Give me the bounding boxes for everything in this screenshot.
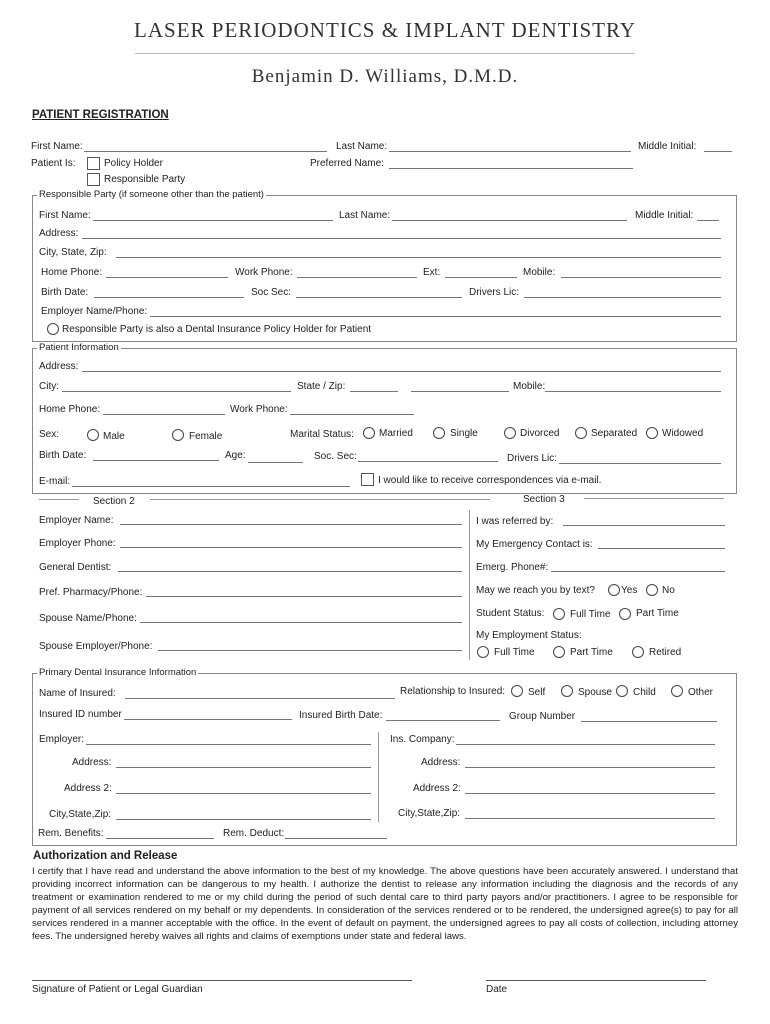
ins-address-right-label: Address: [421,757,461,768]
employer-name-label: Employer Name: [39,515,114,526]
ins-address2-left-field[interactable] [116,793,371,794]
rem-deduct-label: Rem. Deduct: [223,828,285,839]
pi-age-label: Age: [225,450,246,461]
employer-phone-field[interactable] [120,547,462,548]
name-insured-field[interactable] [125,698,395,699]
marital-divorced-label: Divorced [520,428,560,439]
rp-soc-sec-label: Soc Sec: [251,287,292,298]
name-insured-label: Name of Insured: [39,688,116,699]
marital-separated-label: Separated [591,428,638,439]
rp-first-name-label: First Name: [39,210,91,221]
spouse-label: Spouse Name/Phone: [39,613,137,624]
ins-address-left-label: Address: [72,757,112,768]
pi-work-phone-field[interactable] [290,414,414,415]
marital-divorced-radio[interactable] [504,427,516,439]
marital-married-label: Married [379,428,413,439]
text-yes-radio[interactable] [608,584,620,596]
pi-soc-sec-field[interactable] [358,461,498,462]
employment-retired-radio[interactable] [632,646,644,658]
middle-initial-field[interactable] [704,151,732,152]
emerg-phone-label: Emerg. Phone#: [476,562,549,573]
rp-employer-field[interactable] [150,316,721,317]
date-label: Date [486,984,508,995]
middle-initial-label: Middle Initial: [638,141,697,152]
responsible-party-checkbox[interactable] [87,173,100,186]
rp-ext-field[interactable] [445,277,517,278]
pi-mobile-field[interactable] [545,391,721,392]
text-no-radio[interactable] [646,584,658,596]
rp-last-name-label: Last Name: [339,210,391,221]
last-name-label: Last Name: [336,141,388,152]
pi-home-phone-label: Home Phone: [39,404,101,415]
pi-email-label: E-mail: [39,476,71,487]
employment-part-time-radio[interactable] [553,646,565,658]
form-title: PATIENT REGISTRATION [32,109,169,121]
rp-first-name-field[interactable] [93,220,333,221]
date-line[interactable] [486,980,706,981]
authorization-heading: Authorization and Release [33,850,178,862]
pi-mobile-label: Mobile: [513,381,546,392]
responsible-party-label: Responsible Party [104,174,186,185]
doctor-name: Benjamin D. Williams, D.M.D. [251,66,519,87]
section-divider [469,510,470,660]
spouse-employer-label: Spouse Employer/Phone: [39,641,153,652]
ins-address2-left-label: Address 2: [64,783,112,794]
text-question-label: May we reach you by text? [476,585,595,596]
insured-birth-date-label: Insured Birth Date: [299,710,383,721]
ins-address-left-field[interactable] [116,767,371,768]
relationship-child-radio[interactable] [616,685,628,697]
patient-information-legend: Patient Information [39,342,119,353]
rp-also-holder-radio[interactable] [47,323,59,335]
patient-is-label: Patient Is: [31,158,76,169]
rp-also-holder-label: Responsible Party is also a Dental Insurance Policy Holder for Patient [62,324,372,335]
pi-address-field[interactable] [82,371,721,372]
pi-work-phone-label: Work Phone: [230,404,288,415]
insured-id-label: Insured ID number [39,709,122,720]
employer-name-field[interactable] [120,524,462,525]
last-name-field[interactable] [389,151,631,152]
group-number-label: Group Number [509,711,576,722]
marital-single-label: Single [450,428,478,439]
relationship-self-radio[interactable] [511,685,523,697]
section2-rule-right [150,499,490,500]
student-full-time-label: Full Time [570,609,611,620]
first-name-label: First Name: [31,141,83,152]
rp-address-field[interactable] [82,238,721,239]
ins-address-right-field[interactable] [465,767,715,768]
pi-soc-sec-label: Soc. Sec: [314,451,357,462]
policy-holder-checkbox[interactable] [87,157,100,170]
ins-company-label: Ins. Company: [390,734,455,745]
relationship-other-label: Other [688,687,714,698]
student-part-time-label: Part Time [636,608,679,619]
pi-age-field[interactable] [248,462,303,463]
rp-employer-label: Employer Name/Phone: [41,306,148,317]
sex-female-radio[interactable] [172,429,184,441]
spouse-field[interactable] [140,622,462,623]
pi-drivers-lic-field[interactable] [559,463,721,464]
emergency-contact-label: My Emergency Contact is: [476,539,593,550]
relationship-other-radio[interactable] [671,685,683,697]
section3-title: Section 3 [523,494,565,505]
pi-city-field[interactable] [62,391,291,392]
email-opt-in-label: I would like to receive correspondences via e-mail. [378,475,602,486]
section2-rule-left [39,499,79,500]
pi-city-label: City: [39,381,59,392]
rp-middle-initial-field[interactable] [697,220,719,221]
ins-address2-right-field[interactable] [465,793,715,794]
rp-birth-date-label: Birth Date: [41,287,89,298]
preferred-name-field[interactable] [389,168,633,169]
text-no-label: No [662,585,675,596]
rp-birth-date-field[interactable] [94,297,244,298]
marital-married-radio[interactable] [363,427,375,439]
employment-status-label: My Employment Status: [476,630,582,641]
rp-drivers-lic-field[interactable] [524,297,721,298]
relationship-label: Relationship to Insured: [400,686,506,697]
group-number-field[interactable] [581,721,717,722]
referred-label: I was referred by: [476,516,554,527]
policy-holder-label: Policy Holder [104,158,163,169]
rp-drivers-lic-label: Drivers Lic: [469,287,520,298]
preferred-name-label: Preferred Name: [310,158,384,169]
employment-part-time-label: Part Time [570,647,613,658]
ins-city-left-label: City,State,Zip: [49,809,112,820]
rp-work-phone-field[interactable] [297,277,417,278]
header-divider [135,53,635,54]
rp-ext-label: Ext: [423,267,441,278]
pi-email-field[interactable] [72,486,350,487]
rp-home-phone-label: Home Phone: [41,267,103,278]
relationship-spouse-radio[interactable] [561,685,573,697]
emerg-phone-field[interactable] [551,571,725,572]
pi-home-phone-field[interactable] [103,414,225,415]
insurance-divider [378,732,379,822]
spouse-employer-field[interactable] [158,650,462,651]
pi-drivers-lic-label: Drivers Lic: [507,453,558,464]
pi-birth-date-label: Birth Date: [39,450,87,461]
rp-mobile-label: Mobile: [523,267,556,278]
rem-benefits-field[interactable] [106,838,214,839]
pharmacy-field[interactable] [146,596,462,597]
ins-city-right-field[interactable] [465,818,715,819]
sex-male-label: Male [103,431,125,442]
marital-status-label: Marital Status: [290,429,354,440]
referred-field[interactable] [563,525,725,526]
marital-single-radio[interactable] [433,427,445,439]
relationship-self-label: Self [528,687,546,698]
authorization-text: I certify that I have read and understand the above information to the best of my knowledge. The above questions have been accurately answered. I understand that providing incorrect information can be dangerous to my health. I authorize the dentist to release any information including the diagnosis and the records of any treatment or examination rendered to me or my child during the period of such dental care to third party payors and/or practitioners. I agree to be responsible for payment of all services rendered on my behalf or my dependents. In consideration of the services rendered or to be rendered, the undersigned agree(s) to pay for all services rendered in a manner acceptable with the office. In the event of default on payment, the undersigned agrees to pay all costs of collection, including attorney fees. The undersigned hereby waives all rights and claims of exemptions under state and federal laws. [32,866,738,942]
insured-birth-date-field[interactable] [386,720,500,721]
pi-birth-date-field[interactable] [93,460,219,461]
rp-city-label: City, State, Zip: [39,247,107,258]
pi-zip-field[interactable] [411,391,509,392]
sex-female-label: Female [189,431,223,442]
section2-title: Section 2 [93,496,135,507]
pharmacy-label: Pref. Pharmacy/Phone: [39,587,143,598]
employer-phone-label: Employer Phone: [39,538,116,549]
first-name-field[interactable] [84,151,327,152]
sex-male-radio[interactable] [87,429,99,441]
emergency-contact-field[interactable] [598,548,725,549]
signature-label: Signature of Patient or Legal Guardian [32,984,203,995]
signature-line[interactable] [32,980,412,981]
ins-address2-right-label: Address 2: [413,783,461,794]
ins-employer-field[interactable] [86,744,371,745]
pi-state-field[interactable] [350,391,398,392]
insured-id-field[interactable] [124,719,292,720]
student-part-time-radio[interactable] [619,608,631,620]
rp-mobile-field[interactable] [561,277,721,278]
pi-address-label: Address: [39,361,79,372]
rp-city-field[interactable] [116,257,721,258]
employment-full-time-radio[interactable] [477,646,489,658]
rp-work-phone-label: Work Phone: [235,267,293,278]
insurance-legend: Primary Dental Insurance Information [39,667,197,678]
pi-state-zip-label: State / Zip: [297,381,346,392]
marital-widowed-label: Widowed [662,428,704,439]
pi-sex-label: Sex: [39,429,60,440]
practice-title: LASER PERIODONTICS & IMPLANT DENTISTRY [134,18,636,42]
marital-separated-radio[interactable] [575,427,587,439]
text-yes-label: Yes [621,585,638,596]
section3-rule-right [584,498,724,499]
general-dentist-label: General Dentist: [39,562,112,573]
rp-home-phone-field[interactable] [106,277,228,278]
rp-last-name-field[interactable] [392,220,627,221]
rem-deduct-field[interactable] [285,838,387,839]
ins-city-left-field[interactable] [116,819,371,820]
rp-middle-initial-label: Middle Initial: [635,210,694,221]
general-dentist-field[interactable] [118,571,462,572]
email-opt-in-checkbox[interactable] [361,473,374,486]
patient-information-section [32,348,737,494]
ins-company-field[interactable] [456,744,715,745]
rp-soc-sec-field[interactable] [296,297,462,298]
employment-full-time-label: Full Time [494,647,535,658]
responsible-party-legend: Responsible Party (if someone other than the patient) [39,189,264,200]
relationship-child-label: Child [633,687,656,698]
marital-widowed-radio[interactable] [646,427,658,439]
student-full-time-radio[interactable] [553,608,565,620]
relationship-spouse-label: Spouse [578,687,612,698]
rem-benefits-label: Rem. Benefits: [38,828,104,839]
student-status-label: Student Status: [476,608,545,619]
rp-address-label: Address: [39,228,79,239]
ins-employer-label: Employer: [39,734,85,745]
employment-retired-label: Retired [649,647,682,658]
ins-city-right-label: City,State,Zip: [398,808,461,819]
